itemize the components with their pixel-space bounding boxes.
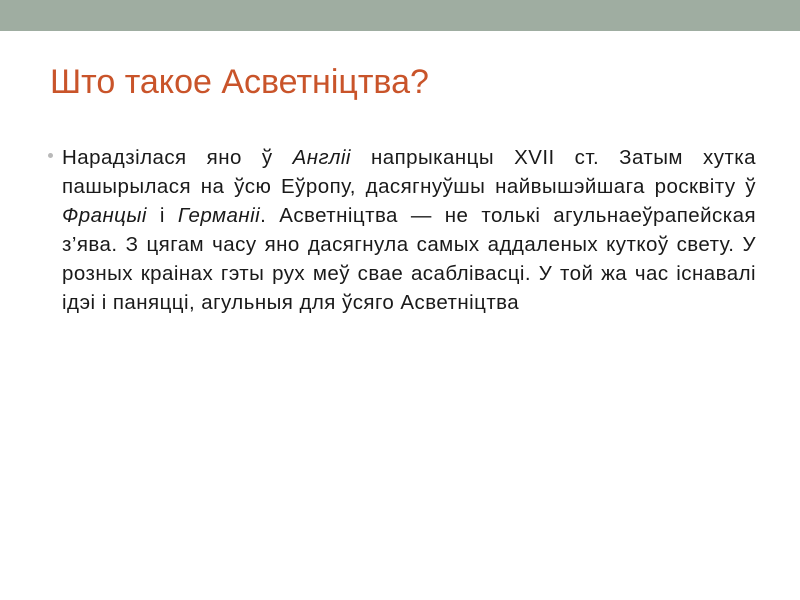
bullet-segment-italic: Германіі: [177, 204, 261, 227]
bullet-segment-italic: Англіі: [292, 146, 351, 169]
top-decorative-band: [0, 0, 800, 31]
bullet-segment: Нарадзілася яно ў: [62, 146, 293, 169]
bullet-paragraph: [62, 143, 756, 317]
slide-title: Што такое Асветніцтва?: [50, 63, 429, 101]
bullet-segment: і: [146, 204, 178, 227]
bullet-segment: напрыканцы XVII ст. Затым хутка пашырылася на ўсю Еўропу, дасягнуўшы найвышэйшага росквіту ў: [62, 146, 756, 198]
bullet-segment-italic: Францыі: [62, 204, 147, 227]
bullet-item: [48, 143, 756, 317]
bullet-dot-icon: [48, 153, 53, 158]
slide-content: [48, 143, 756, 317]
bullet-segment: . Асветніцтва — не толькі агульнаеўрапейская з’ява. З цягам часу яно дасягнула самых аддаленых куткоў свету. У розных краінах гэты рух меў свае асаблівасці. У той жа час існавалі ідэі і паняцці, агульныя для ўсяго Асветніцтва: [62, 204, 756, 314]
